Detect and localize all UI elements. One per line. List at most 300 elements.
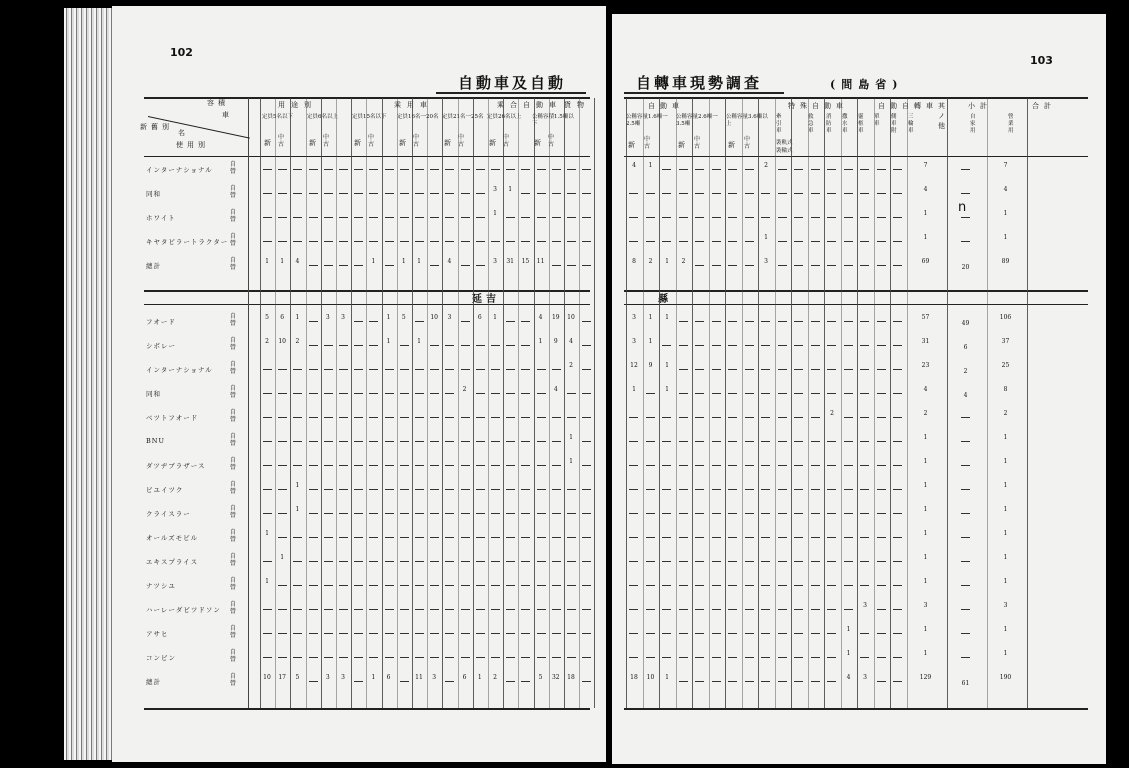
data-cell: 1: [1003, 234, 1008, 241]
empty-cell-dash: [761, 193, 770, 194]
empty-cell-dash: [521, 657, 530, 658]
empty-cell-dash: [728, 321, 737, 322]
empty-cell-dash: [461, 513, 470, 514]
data-cell: 1: [280, 258, 285, 265]
empty-cell-dash: [537, 393, 546, 394]
empty-cell-dash: [445, 537, 454, 538]
empty-cell-dash: [695, 489, 704, 490]
title-underline: [624, 92, 784, 94]
empty-cell-dash: [893, 345, 902, 346]
row-tag: 自營: [230, 313, 237, 327]
empty-cell-dash: [278, 489, 287, 490]
empty-cell-dash: [324, 657, 333, 658]
empty-cell-dash: [552, 417, 561, 418]
empty-cell-dash: [537, 537, 546, 538]
empty-cell-dash: [278, 513, 287, 514]
empty-cell-dash: [293, 657, 302, 658]
empty-cell-dash: [385, 465, 394, 466]
column-rule: [321, 98, 322, 708]
empty-cell-dash: [679, 633, 688, 634]
empty-cell-dash: [445, 681, 454, 682]
empty-cell-dash: [961, 609, 970, 610]
empty-cell-dash: [679, 345, 688, 346]
empty-cell-dash: [506, 465, 515, 466]
empty-cell-dash: [794, 513, 803, 514]
empty-cell-dash: [893, 321, 902, 322]
empty-cell-dash: [400, 193, 409, 194]
empty-cell-dash: [385, 441, 394, 442]
empty-cell-dash: [354, 393, 363, 394]
empty-cell-dash: [324, 585, 333, 586]
row-label: インターナショナル: [146, 166, 213, 174]
empty-cell-dash: [263, 657, 272, 658]
empty-cell-dash: [552, 465, 561, 466]
column-rule: [382, 98, 383, 708]
empty-cell-dash: [339, 369, 348, 370]
empty-cell-dash: [278, 633, 287, 634]
empty-cell-dash: [646, 561, 655, 562]
empty-cell-dash: [400, 465, 409, 466]
empty-cell-dash: [778, 633, 787, 634]
empty-cell-dash: [385, 561, 394, 562]
empty-cell-dash: [844, 369, 853, 370]
header-used-label: 中古: [744, 136, 751, 150]
empty-cell-dash: [491, 609, 500, 610]
empty-cell-dash: [728, 193, 737, 194]
right-page-subtitle: (間島省): [830, 78, 904, 91]
data-cell: 1: [493, 314, 497, 321]
data-cell: 1: [417, 258, 421, 265]
data-cell: 4: [632, 162, 636, 169]
row-tag: 自營: [230, 529, 237, 543]
section-rule-bottom: [624, 304, 1088, 305]
data-cell: 89: [1001, 258, 1010, 265]
empty-cell-dash: [354, 657, 363, 658]
empty-cell-dash: [400, 633, 409, 634]
section-title-yanji: 延吉: [472, 294, 500, 305]
empty-cell-dash: [582, 321, 591, 322]
empty-cell-dash: [745, 393, 754, 394]
header-new-label: 新: [309, 139, 316, 147]
empty-cell-dash: [728, 633, 737, 634]
empty-cell-dash: [860, 633, 869, 634]
empty-cell-dash: [445, 609, 454, 610]
empty-cell-dash: [293, 369, 302, 370]
empty-cell-dash: [582, 681, 591, 682]
empty-cell-dash: [324, 489, 333, 490]
empty-cell-dash: [430, 393, 439, 394]
empty-cell-dash: [537, 193, 546, 194]
empty-cell-dash: [445, 465, 454, 466]
empty-cell-dash: [354, 417, 363, 418]
header-group-label: 自動車: [648, 102, 684, 110]
empty-cell-dash: [476, 537, 485, 538]
empty-cell-dash: [354, 321, 363, 322]
data-cell: 2: [493, 674, 497, 681]
data-cell: 57: [921, 314, 930, 321]
empty-cell-dash: [461, 633, 470, 634]
empty-cell-dash: [728, 489, 737, 490]
empty-cell-dash: [827, 537, 836, 538]
empty-cell-dash: [339, 633, 348, 634]
empty-cell-dash: [794, 217, 803, 218]
empty-cell-dash: [794, 321, 803, 322]
header-sub-label: 救急車: [808, 114, 814, 134]
empty-cell-dash: [662, 169, 671, 170]
empty-cell-dash: [369, 393, 378, 394]
header-wheeled-label: 裝輪式: [776, 148, 793, 154]
empty-cell-dash: [629, 585, 638, 586]
empty-cell-dash: [778, 217, 787, 218]
data-cell: 1: [493, 210, 497, 217]
empty-cell-dash: [324, 345, 333, 346]
row-label: ホワイト: [146, 214, 176, 222]
empty-cell-dash: [679, 217, 688, 218]
header-group-label: 乘合自動車: [497, 101, 562, 109]
empty-cell-dash: [679, 513, 688, 514]
empty-cell-dash: [877, 417, 886, 418]
empty-cell-dash: [761, 657, 770, 658]
empty-cell-dash: [293, 417, 302, 418]
empty-cell-dash: [278, 657, 287, 658]
empty-cell-dash: [761, 561, 770, 562]
empty-cell-dash: [662, 193, 671, 194]
empty-cell-dash: [430, 537, 439, 538]
empty-cell-dash: [293, 441, 302, 442]
empty-cell-dash: [324, 265, 333, 266]
empty-cell-dash: [761, 537, 770, 538]
empty-cell-dash: [582, 609, 591, 610]
empty-cell-dash: [521, 633, 530, 634]
data-cell: 10: [263, 674, 271, 681]
table-top-rule: [624, 97, 1088, 99]
empty-cell-dash: [860, 417, 869, 418]
empty-cell-dash: [860, 193, 869, 194]
row-tag: 自營: [230, 457, 237, 471]
empty-cell-dash: [679, 561, 688, 562]
empty-cell-dash: [537, 561, 546, 562]
empty-cell-dash: [491, 657, 500, 658]
empty-cell-dash: [491, 465, 500, 466]
empty-cell-dash: [521, 217, 530, 218]
row-tag: 自營: [230, 673, 237, 687]
empty-cell-dash: [629, 489, 638, 490]
header-group-label: 小計: [968, 102, 992, 110]
empty-cell-dash: [794, 345, 803, 346]
row-label: ビユイツク: [146, 486, 184, 494]
empty-cell-dash: [679, 417, 688, 418]
empty-cell-dash: [263, 441, 272, 442]
empty-cell-dash: [695, 369, 704, 370]
column-rule: [659, 98, 660, 708]
empty-cell-dash: [521, 537, 530, 538]
empty-cell-dash: [827, 561, 836, 562]
empty-cell-dash: [728, 609, 737, 610]
empty-cell-dash: [339, 585, 348, 586]
empty-cell-dash: [695, 681, 704, 682]
empty-cell-dash: [552, 561, 561, 562]
empty-cell-dash: [877, 537, 886, 538]
empty-cell-dash: [430, 417, 439, 418]
empty-cell-dash: [827, 489, 836, 490]
column-rule: [907, 98, 908, 708]
data-cell: 31: [506, 258, 514, 265]
empty-cell-dash: [778, 657, 787, 658]
header-sub-label: 公稱容量1.6噸一2.5噸: [626, 114, 668, 127]
empty-cell-dash: [860, 585, 869, 586]
empty-cell-dash: [712, 393, 721, 394]
empty-cell-dash: [430, 633, 439, 634]
empty-cell-dash: [415, 489, 424, 490]
empty-cell-dash: [811, 681, 820, 682]
empty-cell-dash: [476, 193, 485, 194]
data-cell: 3: [764, 258, 768, 265]
empty-cell-dash: [309, 193, 318, 194]
empty-cell-dash: [712, 657, 721, 658]
empty-cell-dash: [506, 537, 515, 538]
header-group-label: 自動自轉車: [878, 102, 938, 110]
empty-cell-dash: [339, 393, 348, 394]
empty-cell-dash: [293, 633, 302, 634]
header-tracked-label: 裝軌式: [776, 140, 793, 146]
empty-cell-dash: [369, 465, 378, 466]
empty-cell-dash: [794, 633, 803, 634]
empty-cell-dash: [445, 489, 454, 490]
data-cell: 3: [493, 258, 497, 265]
column-rule: [808, 98, 809, 708]
empty-cell-dash: [761, 633, 770, 634]
empty-cell-dash: [430, 657, 439, 658]
empty-cell-dash: [778, 465, 787, 466]
data-cell: 1: [538, 338, 543, 345]
empty-cell-dash: [860, 369, 869, 370]
empty-cell-dash: [309, 241, 318, 242]
column-rule: [260, 98, 261, 708]
empty-cell-dash: [476, 417, 485, 418]
data-cell: 1: [632, 386, 636, 393]
data-cell: 1: [1003, 626, 1008, 633]
column-rule: [549, 98, 550, 708]
data-cell: 2: [462, 386, 467, 393]
empty-cell-dash: [679, 393, 688, 394]
empty-cell-dash: [712, 345, 721, 346]
header-new-label: 新: [264, 139, 271, 147]
data-cell: 1: [371, 258, 376, 265]
empty-cell-dash: [537, 489, 546, 490]
empty-cell-dash: [778, 321, 787, 322]
empty-cell-dash: [415, 633, 424, 634]
empty-cell-dash: [567, 513, 576, 514]
empty-cell-dash: [400, 345, 409, 346]
empty-cell-dash: [961, 241, 970, 242]
header-diagonal-label: 容積: [207, 99, 229, 107]
empty-cell-dash: [461, 241, 470, 242]
empty-cell-dash: [794, 585, 803, 586]
empty-cell-dash: [679, 241, 688, 242]
empty-cell-dash: [662, 465, 671, 466]
data-cell: 8: [632, 258, 636, 265]
data-cell: 10: [430, 314, 438, 321]
empty-cell-dash: [712, 417, 721, 418]
empty-cell-dash: [582, 633, 591, 634]
empty-cell-dash: [400, 489, 409, 490]
data-cell: 1: [1003, 530, 1008, 537]
empty-cell-dash: [339, 609, 348, 610]
empty-cell-dash: [385, 609, 394, 610]
data-cell: 3: [1003, 602, 1008, 609]
empty-cell-dash: [476, 633, 485, 634]
header-used-label: 中古: [644, 136, 651, 150]
empty-cell-dash: [476, 489, 485, 490]
empty-cell-dash: [309, 681, 318, 682]
empty-cell-dash: [461, 489, 470, 490]
empty-cell-dash: [582, 393, 591, 394]
empty-cell-dash: [745, 561, 754, 562]
empty-cell-dash: [400, 561, 409, 562]
data-cell: 1: [923, 530, 928, 537]
empty-cell-dash: [415, 193, 424, 194]
empty-cell-dash: [445, 633, 454, 634]
data-cell: 2: [1003, 410, 1008, 417]
empty-cell-dash: [877, 345, 886, 346]
data-cell: 1: [1003, 506, 1008, 513]
empty-cell-dash: [695, 169, 704, 170]
empty-cell-dash: [794, 169, 803, 170]
row-label: ナツシユ: [146, 582, 176, 590]
empty-cell-dash: [761, 417, 770, 418]
header-sub-label: 公稱容量3.6噸以上: [726, 114, 768, 127]
empty-cell-dash: [385, 217, 394, 218]
empty-cell-dash: [445, 417, 454, 418]
left-page-number: 102: [170, 46, 193, 59]
data-cell: 1: [371, 674, 376, 681]
empty-cell-dash: [369, 585, 378, 586]
empty-cell-dash: [877, 609, 886, 610]
header-new-label: 新: [354, 139, 361, 147]
empty-cell-dash: [629, 513, 638, 514]
empty-cell-dash: [844, 345, 853, 346]
data-cell: 4: [447, 258, 452, 265]
data-cell: 1: [1003, 458, 1008, 465]
row-label: BNU: [146, 437, 165, 445]
column-rule: [1027, 98, 1028, 708]
empty-cell-dash: [646, 585, 655, 586]
empty-cell-dash: [745, 441, 754, 442]
empty-cell-dash: [537, 441, 546, 442]
data-cell: 8: [1003, 386, 1008, 393]
empty-cell-dash: [324, 465, 333, 466]
empty-cell-dash: [629, 537, 638, 538]
empty-cell-dash: [695, 417, 704, 418]
empty-cell-dash: [811, 193, 820, 194]
empty-cell-dash: [324, 633, 333, 634]
empty-cell-dash: [761, 345, 770, 346]
empty-cell-dash: [461, 561, 470, 562]
empty-cell-dash: [679, 321, 688, 322]
empty-cell-dash: [309, 609, 318, 610]
empty-cell-dash: [567, 241, 576, 242]
empty-cell-dash: [745, 489, 754, 490]
empty-cell-dash: [745, 609, 754, 610]
empty-cell-dash: [506, 633, 515, 634]
empty-cell-dash: [860, 265, 869, 266]
empty-cell-dash: [646, 193, 655, 194]
empty-cell-dash: [844, 241, 853, 242]
row-label: コンビン: [146, 654, 176, 662]
empty-cell-dash: [278, 417, 287, 418]
empty-cell-dash: [662, 585, 671, 586]
row-tag: 自營: [230, 385, 237, 399]
right-page-number: 103: [1030, 54, 1053, 67]
data-cell: 10: [646, 674, 655, 681]
empty-cell-dash: [811, 321, 820, 322]
empty-cell-dash: [761, 681, 770, 682]
empty-cell-dash: [695, 321, 704, 322]
row-tag: 自營: [230, 433, 237, 447]
empty-cell-dash: [339, 417, 348, 418]
empty-cell-dash: [537, 169, 546, 170]
data-cell: 2: [648, 258, 653, 265]
empty-cell-dash: [794, 265, 803, 266]
empty-cell-dash: [827, 441, 836, 442]
empty-cell-dash: [552, 241, 561, 242]
empty-cell-dash: [537, 217, 546, 218]
empty-cell-dash: [827, 393, 836, 394]
column-rule: [594, 98, 595, 708]
row-label: クライスラー: [146, 510, 191, 518]
column-rule: [412, 98, 413, 708]
empty-cell-dash: [461, 345, 470, 346]
empty-cell-dash: [712, 609, 721, 610]
data-cell: 37: [1001, 338, 1010, 345]
empty-cell-dash: [339, 169, 348, 170]
empty-cell-dash: [695, 265, 704, 266]
empty-cell-dash: [778, 585, 787, 586]
empty-cell-dash: [794, 657, 803, 658]
empty-cell-dash: [476, 393, 485, 394]
empty-cell-dash: [844, 585, 853, 586]
header-sub-label: 側車附: [891, 114, 897, 134]
empty-cell-dash: [430, 561, 439, 562]
empty-cell-dash: [794, 537, 803, 538]
empty-cell-dash: [712, 465, 721, 466]
column-rule: [791, 98, 792, 708]
empty-cell-dash: [263, 513, 272, 514]
empty-cell-dash: [415, 609, 424, 610]
empty-cell-dash: [309, 513, 318, 514]
data-cell: 6: [963, 344, 968, 351]
data-cell: 4: [538, 314, 543, 321]
empty-cell-dash: [761, 489, 770, 490]
row-tag: 自營: [230, 233, 237, 247]
data-cell: 4: [569, 338, 573, 345]
empty-cell-dash: [324, 417, 333, 418]
empty-cell-dash: [695, 465, 704, 466]
empty-cell-dash: [860, 657, 869, 658]
header-used-label: 中古: [503, 134, 510, 148]
empty-cell-dash: [728, 169, 737, 170]
empty-cell-dash: [385, 369, 394, 370]
empty-cell-dash: [385, 537, 394, 538]
empty-cell-dash: [552, 657, 561, 658]
empty-cell-dash: [961, 513, 970, 514]
data-cell: 1: [295, 314, 300, 321]
empty-cell-dash: [339, 345, 348, 346]
empty-cell-dash: [339, 657, 348, 658]
empty-cell-dash: [369, 217, 378, 218]
empty-cell-dash: [695, 537, 704, 538]
header-sub-label: 牽引車: [776, 114, 782, 134]
